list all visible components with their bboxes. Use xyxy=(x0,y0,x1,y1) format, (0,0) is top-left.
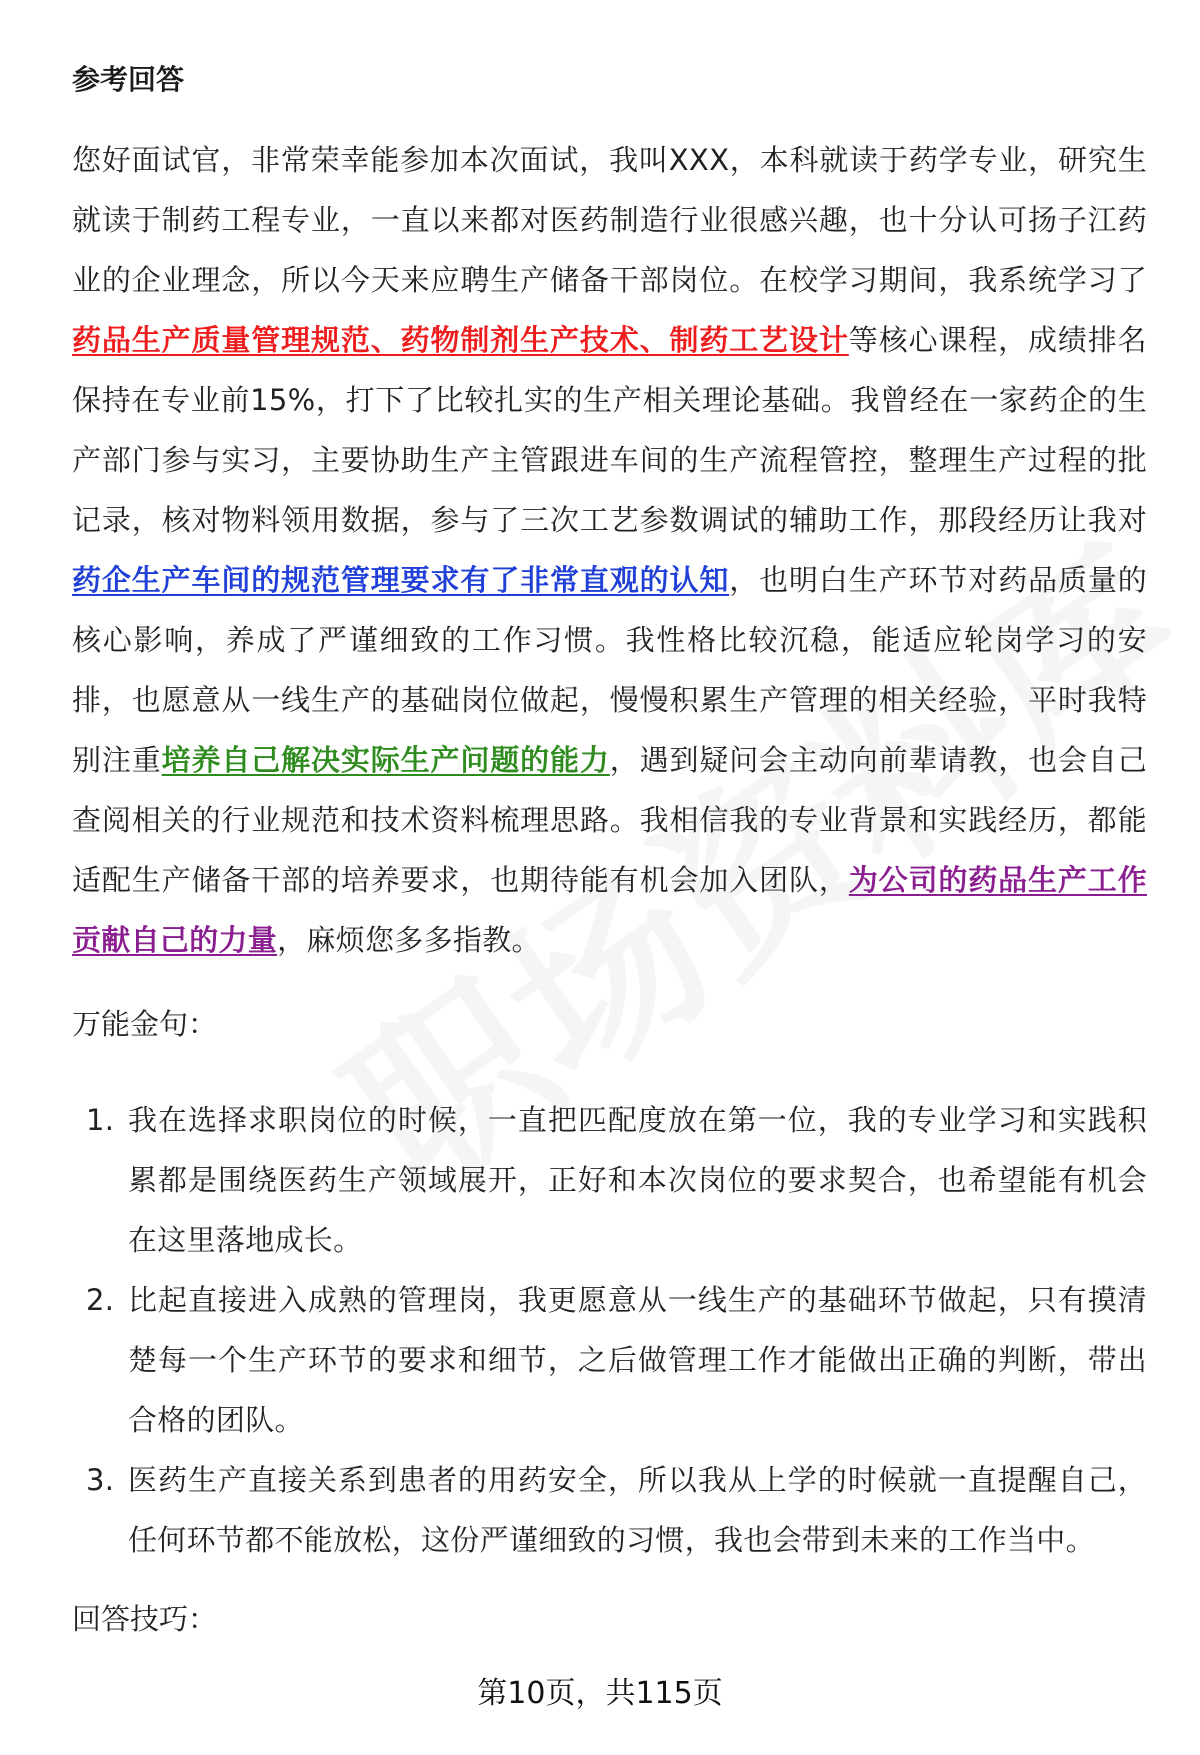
list-item xyxy=(72,1270,1147,1450)
highlight-red: 药品生产质量管理规范、药物制剂生产技术、制药工艺设计 xyxy=(72,323,849,357)
tips-label: 回答技巧： xyxy=(72,1602,218,1636)
answer-text-4: ，遇到疑问会主动向前辈请教，也会自己查阅相关的行业规范和技术资料梳理思路。我相信我的专业背景和实践经历，都能适配生产储备干部的培养要求，也期待能有机会加入团队， xyxy=(72,743,1147,897)
section-heading: 参考回答 xyxy=(72,63,185,96)
highlight-blue: 药企生产车间的规范管理要求有了非常直观的认知 xyxy=(72,563,730,597)
answer-text-2: 等核心课程，成绩排名保持在专业前15%，打下了比较扎实的生产相关理论基础。我曾经在一家药企的生产部门参与实习，主要协助生产主管跟进车间的生产流程管控，整理生产过程的批记录，核对物料领用数据，参与了三次工艺参数调试的辅助工作，那段经历让我对 xyxy=(72,323,1147,537)
list-number: 3. xyxy=(86,1463,115,1497)
page-number: 第10页，共115页 xyxy=(477,1676,723,1711)
phrases-label: 万能金句： xyxy=(72,1007,218,1041)
answer-text-1: 您好面试官，非常荣幸能参加本次面试，我叫XXX，本科就读于药学专业，研究生就读于制药工程专业，一直以来都对医药制造行业很感兴趣，也十分认可扬子江药业的企业理念，所以今天来应聘生产储备干部岗位。在校学习期间，我系统学习了 xyxy=(72,143,1147,297)
list-text: 我在选择求职岗位的时候，一直把匹配度放在第一位，我的专业学习和实践积累都是围绕医药生产领域展开，正好和本次岗位的要求契合，也希望能有机会在这里落地成长。 xyxy=(128,1103,1147,1257)
list-text: 医药生产直接关系到患者的用药安全，所以我从上学的时候就一直提醒自己，任何环节都不能放松，这份严谨细致的习惯，我也会带到未来的工作当中。 xyxy=(128,1463,1147,1557)
list-number: 1. xyxy=(86,1103,115,1137)
answer-text-5: ，麻烦您多多指教。 xyxy=(277,923,541,957)
answer-text-3: ，也明白生产环节对药品质量的核心影响，养成了严谨细致的工作习惯。我性格比较沉稳，能适应轮岗学习的安排，也愿意从一线生产的基础岗位做起，慢慢积累生产管理的相关经验，平时我特别注重 xyxy=(72,563,1147,777)
list-item xyxy=(72,1090,1147,1270)
answer-paragraph xyxy=(72,130,1147,970)
list-text: 比起直接进入成熟的管理岗，我更愿意从一线生产的基础环节做起，只有摸清楚每一个生产环节的要求和细节，之后做管理工作才能做出正确的判断，带出合格的团队。 xyxy=(128,1283,1147,1437)
highlight-purple: 为公司的药品生产工作贡献自己的力量 xyxy=(72,863,1147,957)
list-item xyxy=(72,1450,1147,1570)
highlight-green: 培养自己解决实际生产问题的能力 xyxy=(161,743,610,777)
list-number: 2. xyxy=(86,1283,115,1317)
phrases-list xyxy=(72,1090,1147,1570)
